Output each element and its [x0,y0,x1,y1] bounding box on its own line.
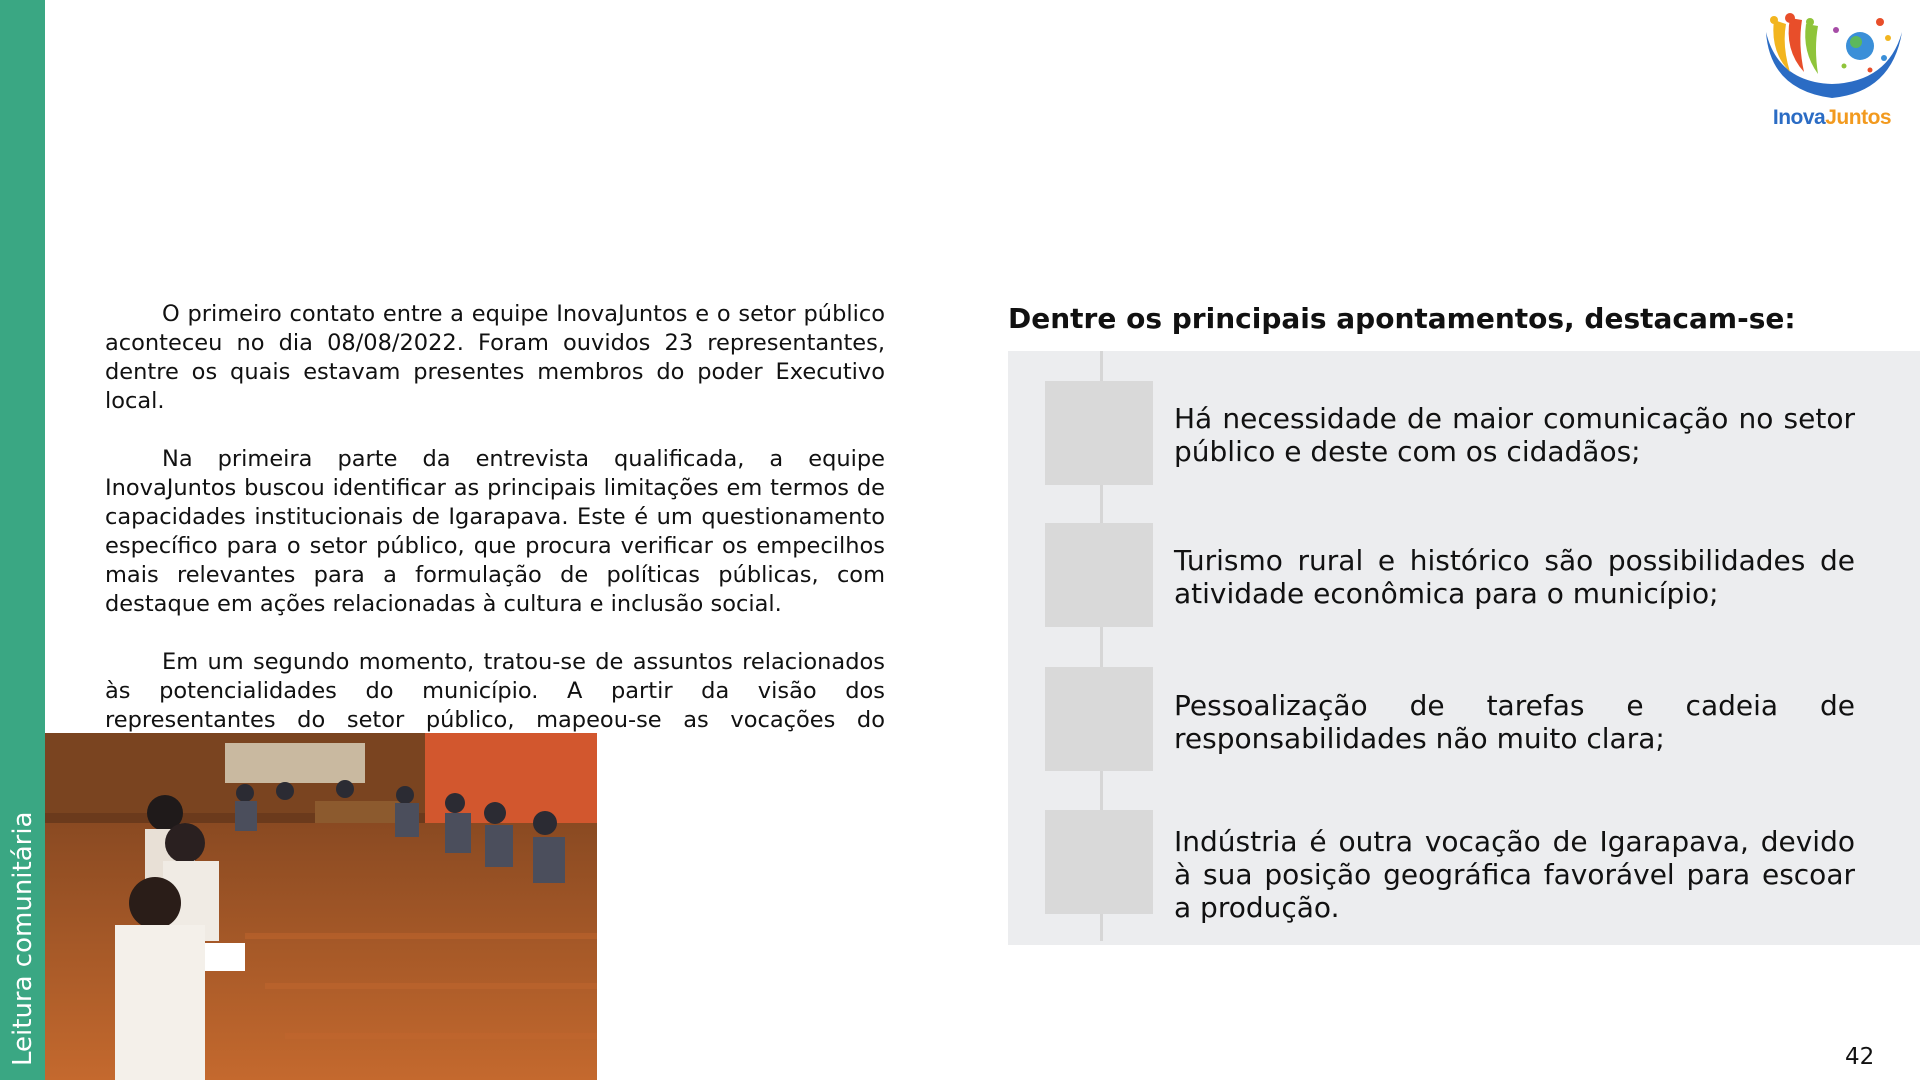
section-label: Leitura comunitária [8,811,38,1066]
highlight-text: Pessoalização de tarefas e cadeia de responsabilidades não muito clara; [1174,689,1855,755]
page-number: 42 [1845,1044,1875,1070]
highlight-text: Indústria é outra vocação de Igarapava, devido à sua posição geográfica favorável para escoar a produção. [1174,825,1855,924]
highlights-title: Dentre os principais apontamentos, destacam-se: [1008,302,1796,335]
highlight-item [1008,667,1920,771]
paragraph-2: Na primeira parte da entrevista qualificada, a equipe InovaJuntos buscou identificar as principais limitações em termos de capacidades institucionais de Igarapava. Este é um questionamento específico para o setor público, que procura verificar os empecilhos mais relevantes para a formulação de políticas públicas, com destaque em ações relacionadas à cultura e inclusão social. [105,446,885,617]
paragraph-1: O primeiro contato entre a equipe InovaJuntos e o setor público aconteceu no dia 08/08/2022. Foram ouvidos 23 representantes, dentre os quais estavam presentes membros do poder Executivo local. [105,301,885,414]
highlight-item [1008,381,1920,485]
logo-wordmark: InovaJuntos [1772,106,1892,129]
highlight-item [1008,523,1920,627]
body-text [105,300,885,793]
highlight-text: Há necessidade de maior comunicação no setor público e deste com os cidadãos; [1174,402,1855,468]
item-marker [1045,523,1153,627]
highlight-item [1008,810,1920,924]
item-marker [1045,810,1153,914]
inovajuntos-logo [1760,12,1904,136]
highlights-panel [1008,351,1920,945]
meeting-photo [45,733,597,1080]
paragraph-3: Em um segundo momento, tratou-se de assuntos relacionados às potencialidades do município. A partir da visão dos representantes do setor público, mapeou-se as vocações do [105,649,885,733]
logo-graphic-icon [1760,12,1904,108]
side-bar [0,0,45,1080]
item-marker [1045,667,1153,771]
item-marker [1045,381,1153,485]
highlight-text: Turismo rural e histórico são possibilidades de atividade econômica para o município; [1174,544,1855,610]
